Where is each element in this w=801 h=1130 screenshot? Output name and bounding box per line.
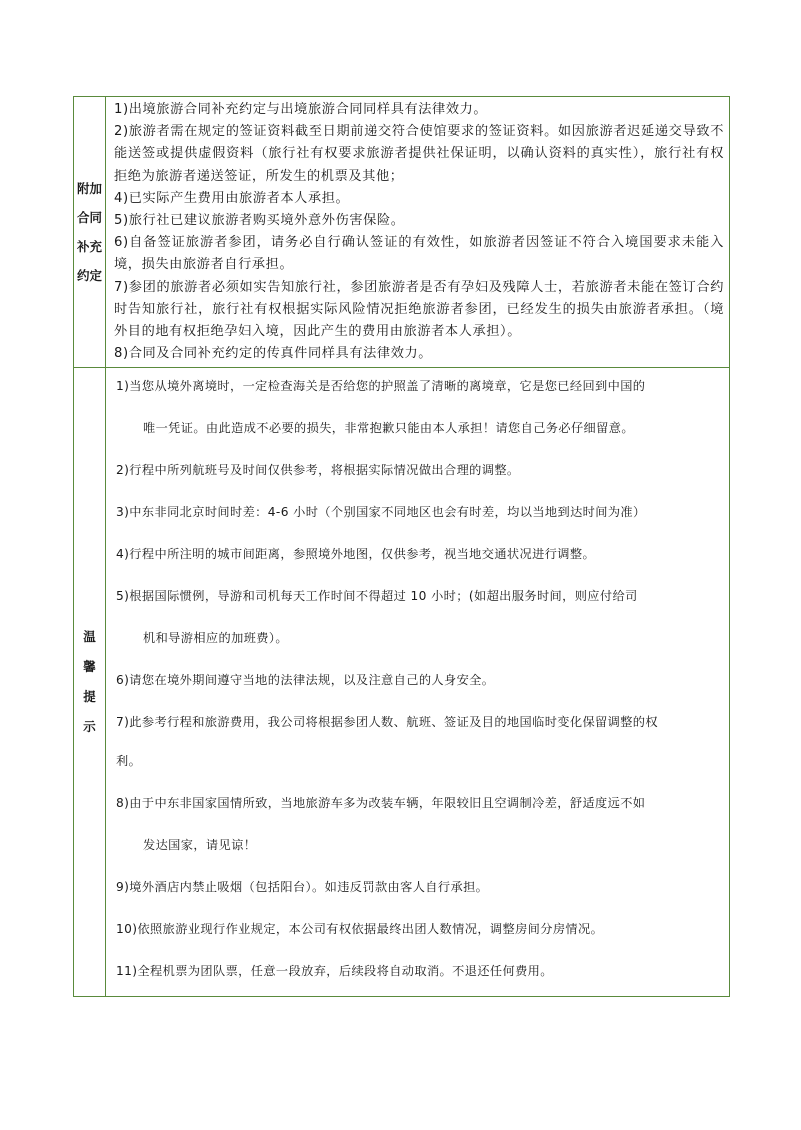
tip-item: 3)中东非同北京时间时差：4-6 小时（个别国家不同地区也会有时差，均以当地到达时间为准） [116, 505, 646, 520]
tip-item: 6)请您在境外期间遵守当地的法律法规，以及注意自己的人身安全。 [116, 673, 495, 688]
tip-item [116, 586, 724, 649]
tip-text-continued: 利。 [116, 754, 142, 769]
tip-text: 5)根据国际惯例，导游和司机每天工作时间不得超过 10 小时；(如超出服务时间，则应付给司 [116, 589, 638, 604]
tip-item: 2)行程中所列航班号及时间仅供参考，将根据实际情况做出合理的调整。 [116, 463, 520, 478]
label-line: 补充 [76, 239, 102, 255]
agreement-item: 7)参团的旅游者必须如实告知旅行社，参团旅游者是否有孕妇及残障人士，若旅游者未能在签订合约时告知旅行社，旅行社有权根据实际风险情况拒绝旅游者参团，已经发生的损失由旅游者承担。（境外目的地有权拒绝孕妇入境，因此产生的费用由旅游者本人承担）。 [114, 279, 724, 340]
label-line: 示 [83, 719, 96, 735]
label-line: 合同 [76, 210, 102, 226]
label-line: 温 [83, 629, 96, 645]
tip-text-continued: 机和导游相应的加班费）。 [143, 631, 288, 646]
terms-table [73, 96, 730, 997]
tip-item [116, 793, 724, 856]
tip-text: 8)由于中东非国家国情所致，当地旅游车多为改装车辆，年限较旧且空调制冷差，舒适度远不如 [116, 796, 646, 811]
agreement-item: 1)出境旅游合同补充约定与出境旅游合同同样具有法律效力。 [114, 102, 488, 117]
tip-item [116, 712, 724, 772]
tip-item [116, 376, 724, 439]
tip-item: 10)依照旅游业现行作业规定，本公司有权依据最终出团人数情况，调整房间分房情况。 [116, 922, 604, 937]
label-line: 馨 [83, 659, 96, 675]
agreement-item: 2)旅游者需在规定的签证资料截至日期前递交符合使馆要求的签证资料。如因旅游者迟延递交导致不能送签或提供虚假资料（旅行社有权要求旅游者提供社保证明，以确认资料的真实性），旅行社有权拒绝为旅游者递送签证，所发生的机票及其他； [114, 124, 724, 184]
agreement-item: 4)已实际产生费用由旅游者本人承担。 [114, 190, 350, 206]
supplementary-agreement-label [74, 97, 106, 368]
supplementary-agreement-row [74, 97, 730, 368]
tip-text-continued: 发达国家，请见谅！ [143, 838, 257, 853]
label-line: 附加 [76, 181, 102, 197]
tip-text-continued: 唯一凭证。由此造成不必要的损失，非常抱歉只能由本人承担！请您自己务必仔细留意。 [143, 421, 634, 436]
agreement-item: 8)合同及合同补充约定的传真件同样具有法律效力。 [114, 346, 433, 362]
tip-text: 1)当您从境外离境时，一定检查海关是否给您的护照盖了清晰的离境章，它是您已经回到中国的 [116, 379, 646, 394]
agreement-item: 6)自备签证旅游者参团，请务必自行确认签证的有效性，如旅游者因签证不符合入境国要求未能入境，损失由旅游者自行承担。 [114, 235, 724, 273]
supplementary-agreement-content [106, 97, 730, 368]
tip-item: 11)全程机票为团队票，任意一段放弃，后续段将自动取消。不退还任何费用。 [116, 964, 553, 979]
tip-item: 9)境外酒店内禁止吸烟（包括阳台）。如违反罚款由客人自行承担。 [116, 880, 489, 895]
warm-tips-label [74, 368, 106, 997]
warm-tips-content [106, 368, 730, 997]
tip-text: 7)此参考行程和旅游费用，我公司将根据参团人数、航班、签证及目的地国临时变化保留调整的权 [116, 715, 658, 730]
tip-item: 4)行程中所注明的城市间距离，参照境外地图，仅供参考，视当地交通状况进行调整。 [116, 547, 596, 562]
agreement-item: 5)旅行社已建议旅游者购买境外意外伤害保险。 [114, 213, 405, 229]
label-line: 提 [83, 689, 96, 705]
label-line: 约定 [76, 268, 102, 284]
warm-tips-row [74, 368, 730, 997]
